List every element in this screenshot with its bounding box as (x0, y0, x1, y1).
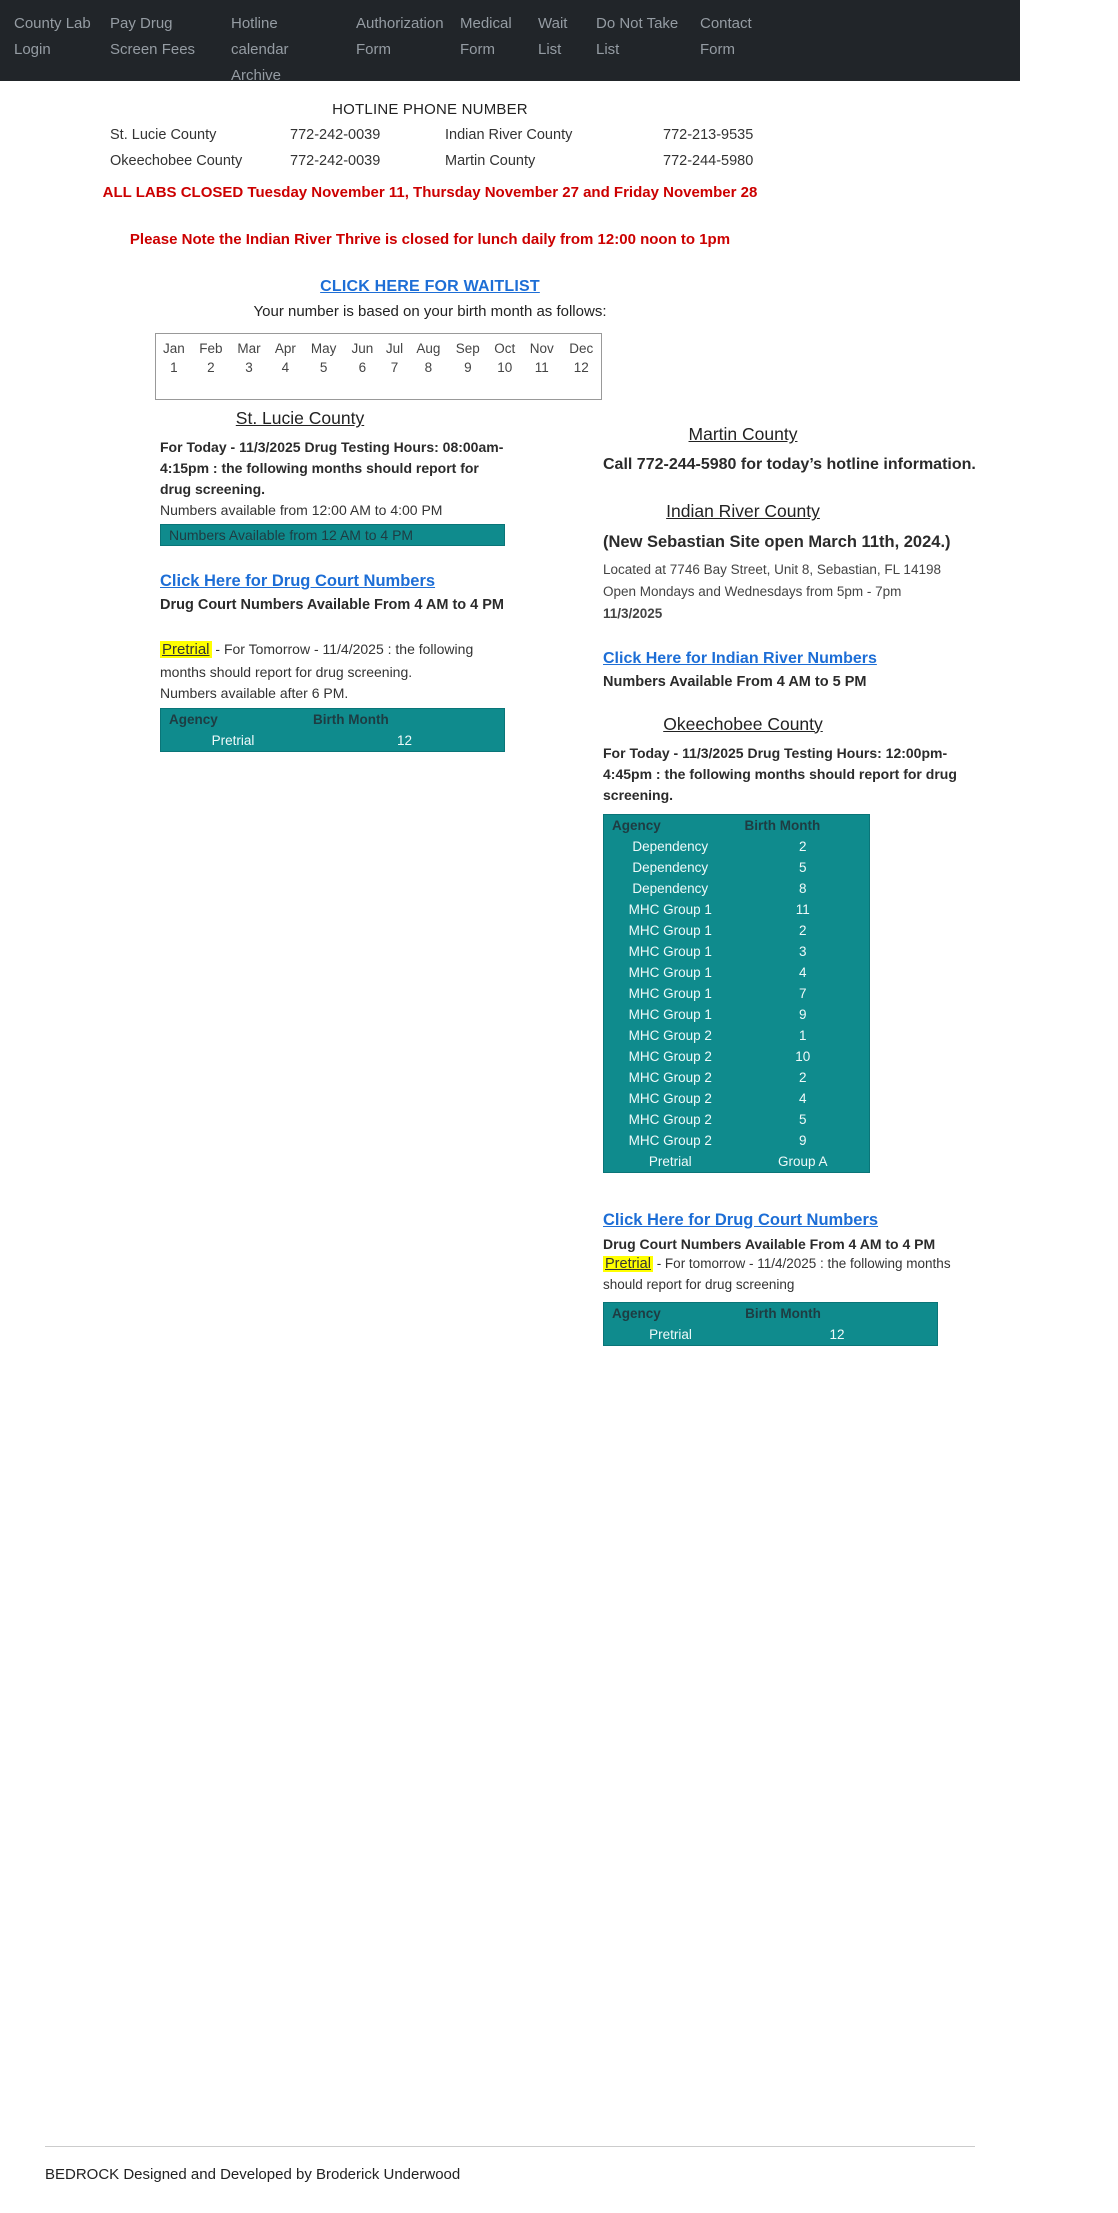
hotline-title: HOTLINE PHONE NUMBER (332, 101, 528, 118)
nav-item-pay-drug-screen-fees[interactable]: Pay Drug Screen Fees (110, 15, 196, 58)
table-header-row (161, 708, 505, 730)
st-lucie-pretrial-note: Pretrial - For Tomorrow - 11/4/2025 : the following months should report for drug screening. (160, 641, 474, 680)
county-name: Okeechobee County (110, 153, 243, 170)
month-number-cell: 10 (497, 360, 513, 376)
agency-cell: MHC Group 2 (628, 1027, 712, 1043)
month-numbers-row (156, 358, 601, 377)
agency-cell: MHC Group 1 (628, 1006, 712, 1022)
agency-cell: MHC Group 2 (628, 1048, 712, 1064)
agency-cell: MHC Group 2 (628, 1090, 712, 1106)
lunch-closure-notice: Please Note the Indian River Thrive is closed for lunch daily from 12:00 noon to 1pm (129, 231, 731, 249)
birth-month-cell: 2 (798, 1069, 807, 1085)
table-row (604, 983, 870, 1004)
table-row (604, 941, 870, 962)
agency-cell: MHC Group 2 (628, 1132, 712, 1148)
month-cell: Aug (416, 341, 441, 357)
month-cell: Feb (199, 341, 223, 357)
month-number-cell: 1 (170, 360, 178, 376)
county-name: Martin County (445, 153, 536, 170)
phone-number: 772-213-9535 (663, 127, 754, 143)
birth-month-header: Birth Month (745, 1305, 821, 1321)
table-row (604, 1130, 870, 1151)
st-lucie-drug-court-link[interactable]: Click Here for Drug Court Numbers (160, 572, 436, 591)
agency-cell: MHC Group 2 (628, 1069, 712, 1085)
st-lucie-heading: St. Lucie County (235, 408, 365, 429)
month-cell: Oct (494, 341, 516, 357)
month-cell: May (310, 341, 337, 357)
birth-month-intro: Your number is based on your birth month as follows: (253, 303, 607, 321)
month-number-cell: 2 (207, 360, 215, 376)
nav-item-medical-form[interactable]: Medical Form (460, 15, 512, 58)
birth-month-cell: 4 (798, 964, 807, 980)
indian-river-numbers-link[interactable]: Click Here for Indian River Numbers (603, 649, 877, 667)
table-row (161, 730, 505, 752)
month-cell: Mar (237, 341, 261, 357)
birth-month-cell: 9 (798, 1132, 807, 1148)
nav-item-hotline-calendar-archive[interactable]: Hotline calendar Archive (231, 15, 289, 84)
top-nav (0, 0, 1020, 84)
month-number-cell: 12 (573, 360, 589, 376)
birth-month-table (155, 333, 602, 400)
pretrial-highlight: Pretrial (605, 1255, 651, 1272)
month-number-cell: 9 (464, 360, 472, 376)
birth-month-cell: 1 (798, 1027, 807, 1043)
st-lucie-drug-court-hours: Drug Court Numbers Available From 4 AM to 4 PM (160, 597, 505, 614)
month-number-cell: 5 (319, 360, 328, 376)
nav-item-authorization-form[interactable]: Authorization Form (356, 15, 444, 58)
agency-header: Agency (612, 1305, 661, 1321)
table-row (604, 1004, 870, 1025)
okeechobee-drug-court-table (603, 1302, 938, 1346)
county-name: Indian River County (445, 127, 573, 143)
agency-header: Agency (612, 817, 661, 833)
hotline-section (45, 101, 815, 320)
agency-cell: MHC Group 1 (628, 943, 712, 959)
agency-cell: MHC Group 1 (628, 901, 712, 917)
table-row (604, 836, 870, 857)
agency-cell: Dependency (632, 838, 709, 854)
birth-month-cell: 12 (829, 1326, 845, 1342)
birth-month-cell: 9 (798, 1006, 807, 1022)
table-row (604, 1067, 870, 1088)
birth-month-cell: 3 (798, 943, 807, 959)
phone-number: 772-242-0039 (290, 127, 381, 143)
birth-month-cell: 10 (795, 1048, 811, 1064)
birth-month-cell: 2 (798, 922, 807, 938)
st-lucie-drug-court-table (160, 708, 505, 752)
footer-divider (45, 2146, 975, 2147)
hotline-phone-table (45, 122, 815, 174)
birth-month-cell: 4 (798, 1090, 807, 1106)
st-lucie-numbers-available: Numbers available from 12:00 AM to 4:00 PM (160, 502, 443, 519)
okeechobee-heading: Okeechobee County (663, 713, 823, 734)
month-cell: Jan (162, 341, 185, 357)
birth-month-cell: Group A (777, 1153, 828, 1169)
pretrial-highlight: Pretrial (162, 641, 210, 659)
month-cell: Jun (351, 341, 374, 357)
st-lucie-section (160, 408, 505, 1346)
month-names-row (156, 339, 601, 358)
waitlist-link-row (45, 278, 815, 296)
table-row (604, 899, 870, 920)
phone-number: 772-244-5980 (663, 153, 754, 170)
month-cell: Apr (274, 341, 296, 357)
month-number-cell: 7 (390, 360, 399, 376)
table-row (604, 857, 870, 878)
st-lucie-today-hours: For Today - 11/3/2025 Drug Testing Hours: 08:00am-4:15pm : the following months should report for drug screening. (160, 439, 504, 498)
table-header-row (604, 1302, 938, 1324)
table-row (604, 1109, 870, 1130)
labs-closed-notice: ALL LABS CLOSED Tuesday November 11, Thursday November 27 and Friday November 28 (102, 184, 758, 202)
st-lucie-numbers-banner: Numbers Available from 12 AM to 4 PM (160, 524, 505, 546)
okeechobee-months-table (603, 814, 870, 1173)
indian-river-date: 11/3/2025 (603, 606, 663, 622)
month-number-cell: 6 (358, 360, 367, 376)
birth-month-cell: 12 (396, 732, 412, 748)
birth-month-cell: 5 (798, 859, 807, 875)
month-number-cell: 3 (245, 360, 253, 376)
martin-heading: Martin County (688, 424, 798, 445)
agency-cell: Dependency (632, 859, 709, 875)
blank-space (0, 1346, 1118, 2146)
table-row (604, 878, 870, 899)
birth-month-cell: 11 (795, 901, 810, 917)
okeechobee-today-hours: For Today - 11/3/2025 Drug Testing Hours: 12:00pm-4:45pm : the following months should report for drug screening. (603, 744, 957, 803)
birth-month-cell: 7 (798, 985, 807, 1001)
okeechobee-drug-court-link[interactable]: Click Here for Drug Court Numbers (603, 1210, 879, 1229)
nav-item-wait-list[interactable]: Wait List (538, 15, 568, 58)
indian-river-address: Located at 7746 Bay Street, Unit 8, Sebastian, FL 14198 (603, 561, 941, 577)
waitlist-link[interactable]: CLICK HERE FOR WAITLIST (320, 278, 540, 296)
st-lucie-numbers-after: Numbers available after 6 PM. (160, 684, 349, 701)
okeechobee-drug-court-hours: Drug Court Numbers Available From 4 AM to 4 PM (603, 1235, 936, 1252)
agency-cell: Dependency (632, 880, 709, 896)
month-cell: Nov (529, 341, 554, 357)
month-number-cell: 8 (424, 360, 433, 376)
footer-credit: BEDROCK Designed and Developed by Broderick Underwood (45, 2165, 461, 2183)
indian-river-heading: Indian River County (666, 501, 820, 522)
table-row (604, 962, 870, 983)
agency-cell: MHC Group 1 (628, 964, 712, 980)
agency-cell: Pretrial (649, 1326, 692, 1342)
birth-month-cell: 8 (798, 880, 807, 896)
month-number-cell: 11 (534, 360, 549, 376)
agency-cell: MHC Group 2 (628, 1111, 712, 1127)
indian-river-site-note: (New Sebastian Site open March 11th, 2024.) (603, 533, 951, 552)
table-header-row (604, 814, 870, 836)
month-cell: Sep (455, 341, 480, 357)
martin-call-info: Call 772-244-5980 for today’s hotline information. (603, 456, 976, 474)
birth-month-header: Birth Month (312, 711, 389, 727)
table-row (604, 1025, 870, 1046)
indian-river-numbers-hours: Numbers Available From 4 AM to 5 PM (603, 673, 867, 690)
month-cell: Jul (385, 341, 404, 357)
month-number-cell: 4 (281, 360, 290, 376)
okeechobee-pretrial-note: Pretrial - For tomorrow - 11/4/2025 : the following months should report for drug screening (603, 1255, 951, 1293)
table-row (604, 920, 870, 941)
nav-item-contact-form[interactable]: Contact Form (700, 15, 752, 58)
phone-number: 772-242-0039 (290, 153, 381, 170)
table-row (604, 1151, 870, 1173)
birth-month-header: Birth Month (744, 817, 821, 833)
nav-item-do-not-take-list[interactable]: Do Not Take List (596, 15, 679, 58)
county-name: St. Lucie County (110, 127, 217, 143)
indian-river-open-hours: Open Mondays and Wednesdays from 5pm - 7pm (603, 584, 902, 600)
agency-cell: MHC Group 1 (628, 985, 712, 1001)
agency-cell: MHC Group 1 (628, 922, 712, 938)
table-row (604, 1088, 870, 1109)
agency-cell: Pretrial (211, 732, 255, 748)
table-row (604, 1324, 938, 1346)
agency-header: Agency (169, 711, 218, 727)
month-cell: Dec (569, 341, 594, 357)
nav-item-county-lab-login[interactable]: County Lab Login (14, 15, 91, 58)
birth-month-cell: 2 (798, 838, 807, 854)
agency-cell: Pretrial (648, 1153, 692, 1169)
right-column (603, 408, 978, 1346)
table-row (604, 1046, 870, 1067)
birth-month-cell: 5 (798, 1111, 807, 1127)
